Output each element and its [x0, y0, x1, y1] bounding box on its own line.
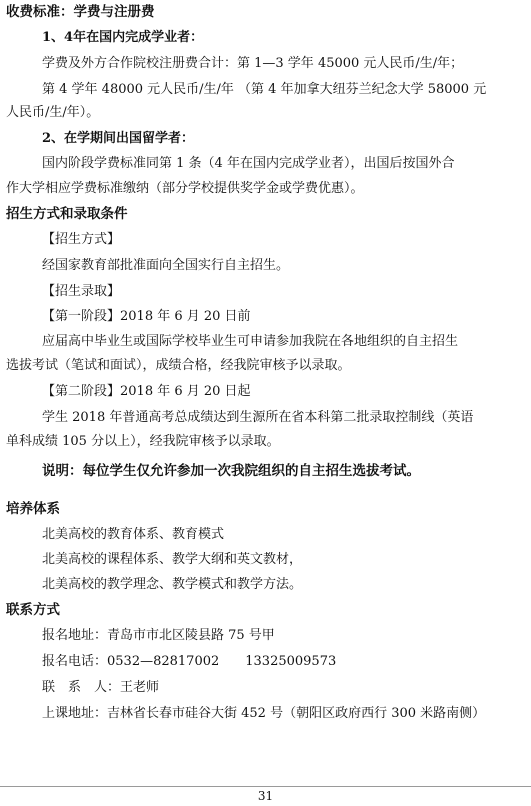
admission-phase2-label: 【第二阶段】2018 年 6 月 20 日起 [42, 384, 251, 399]
admission-enroll-label: 【招生录取】 [42, 284, 121, 299]
training-heading: 培养体系 [6, 501, 60, 517]
admission-phase2-text: 学生 2018 年普通高考总成绩达到生源所在省本科第二批录取控制线（英语 [42, 410, 474, 425]
fees-subheading-abroad: 2、在学期间出国留学者： [42, 131, 195, 146]
fees-heading: 收费标准：学费与注册费 [6, 4, 155, 20]
contact-phone: 报名电话：0532—82817002 13325009573 [42, 654, 337, 669]
contact-address: 报名地址：青岛市市北区陵县路 75 号甲 [42, 628, 275, 643]
fees-paragraph-line: 国内阶段学费标准同第 1 条（4 年在国内完成学业者），出国后按国外合 [42, 156, 455, 171]
training-item: 北美高校的教育体系、教育模式 [42, 527, 225, 542]
fees-paragraph-line: 第 4 学年 48000 元人民币/生/年 （第 4 年加拿大纽芬兰纪念大学 58000 元 [42, 82, 487, 97]
training-item: 北美高校的教学理念、教学模式和教学方法。 [42, 577, 303, 592]
admission-phase1-label: 【第一阶段】2018 年 6 月 20 日前 [42, 309, 251, 324]
page-number: 31 [257, 789, 274, 803]
admission-phase2-text: 单科成绩 105 分以上），经我院审核予以录取。 [6, 434, 280, 449]
admission-method-text: 经国家教育部批准面向全国实行自主招生。 [42, 258, 290, 273]
contact-heading: 联系方式 [6, 602, 60, 618]
admission-method-label: 【招生方式】 [42, 232, 121, 247]
admission-phase1-text: 应届高中毕业生或国际学校毕业生可申请参加我院在各地组织的自主招生 [42, 334, 459, 349]
admission-phase1-text: 选拔考试（笔试和面试），成绩合格，经我院审核予以录取。 [6, 358, 351, 373]
fees-paragraph-line: 人民币/生/年）。 [6, 105, 100, 120]
admission-note: 说明：每位学生仅允许参加一次我院组织的自主招生选拔考试。 [42, 463, 420, 479]
footer-divider [0, 786, 531, 787]
admission-heading: 招生方式和录取条件 [6, 206, 128, 222]
contact-class-address: 上课地址：吉林省长春市硅谷大街 452 号（朝阳区政府西行 300 米路南侧） [42, 706, 486, 721]
fees-paragraph-line: 作大学相应学费标准缴纳（部分学校提供奖学金或学费优惠）。 [6, 181, 364, 196]
fees-subheading-domestic: 1、4年在国内完成学业者： [42, 30, 204, 45]
fees-paragraph-line: 学费及外方合作院校注册费合计：第 1—3 学年 45000 元人民币/生/年； [42, 56, 464, 71]
training-item: 北美高校的课程体系、教学大纲和英文教材， [42, 552, 303, 567]
contact-person: 联 系 人：王老师 [42, 680, 160, 695]
